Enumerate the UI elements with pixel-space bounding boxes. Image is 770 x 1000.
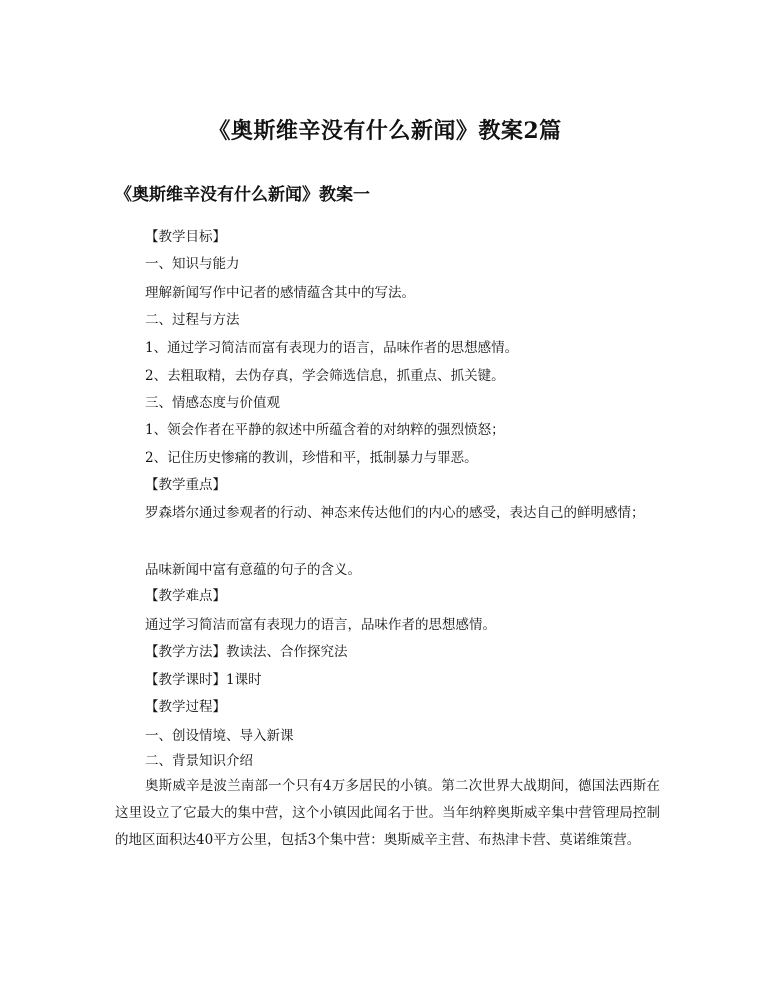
heading-teaching-focus: 【教学重点】 xyxy=(145,477,226,493)
section-title: 《奥斯维辛没有什么新闻》教案一 xyxy=(115,185,370,205)
heading-teaching-process: 【教学过程】 xyxy=(145,699,226,715)
paragraph-line: 1、领会作者在平静的叙述中所蕴含着的对纳粹的强烈愤怒； xyxy=(145,422,505,438)
paragraph-line: 通过学习简洁而富有表现力的语言，品味作者的思想感情。 xyxy=(145,617,496,633)
heading-teaching-goals: 【教学目标】 xyxy=(145,229,226,245)
paragraph-block: 罗森塔尔通过参观者的行动、神态来传达他们的内心的感受，表达自己的鲜明感情； xyxy=(145,505,645,521)
paragraph-line: 2、记住历史惨痛的教训，珍惜和平，抵制暴力与罪恶。 xyxy=(145,450,478,466)
subheading-process-method: 二、过程与方法 xyxy=(145,312,240,328)
document-title: 《奥斯维辛没有什么新闻》教案2篇 xyxy=(208,118,562,144)
paragraph-line: 1、通过学习简洁而富有表现力的语言，品味作者的思想感情。 xyxy=(145,340,519,356)
subheading-background: 二、背景知识介绍 xyxy=(145,753,253,769)
subheading-knowledge-ability: 一、知识与能力 xyxy=(145,256,240,272)
paragraph-line: 2、去粗取精，去伪存真，学会筛选信息，抓重点、抓关键。 xyxy=(145,368,505,384)
subheading-intro: 一、创设情境、导入新课 xyxy=(145,728,294,744)
paragraph-line: 品味新闻中富有意蕴的句子的含义。 xyxy=(145,562,361,578)
heading-teaching-method: 【教学方法】教读法、合作探究法 xyxy=(145,644,348,660)
heading-teaching-hours: 【教学课时】1课时 xyxy=(145,672,262,688)
heading-teaching-difficulty: 【教学难点】 xyxy=(145,588,226,604)
subheading-emotion-values: 三、情感态度与价值观 xyxy=(145,395,280,411)
paragraph-line: 理解新闻写作中记者的感情蕴含其中的写法。 xyxy=(145,285,415,301)
paragraph-block: 奥斯威辛是波兰南部一个只有4万多居民的小镇。第二次世界大战期间，德国法西斯在这里设立了它最大的集中营，这个小镇因此闻名于世。当年纳粹奥斯威辛集中营管理局控制的地区面积达40平方公里，包括3个集中营：奥斯威辛主营、布热津卡营、莫诺维策营。 xyxy=(115,778,660,848)
